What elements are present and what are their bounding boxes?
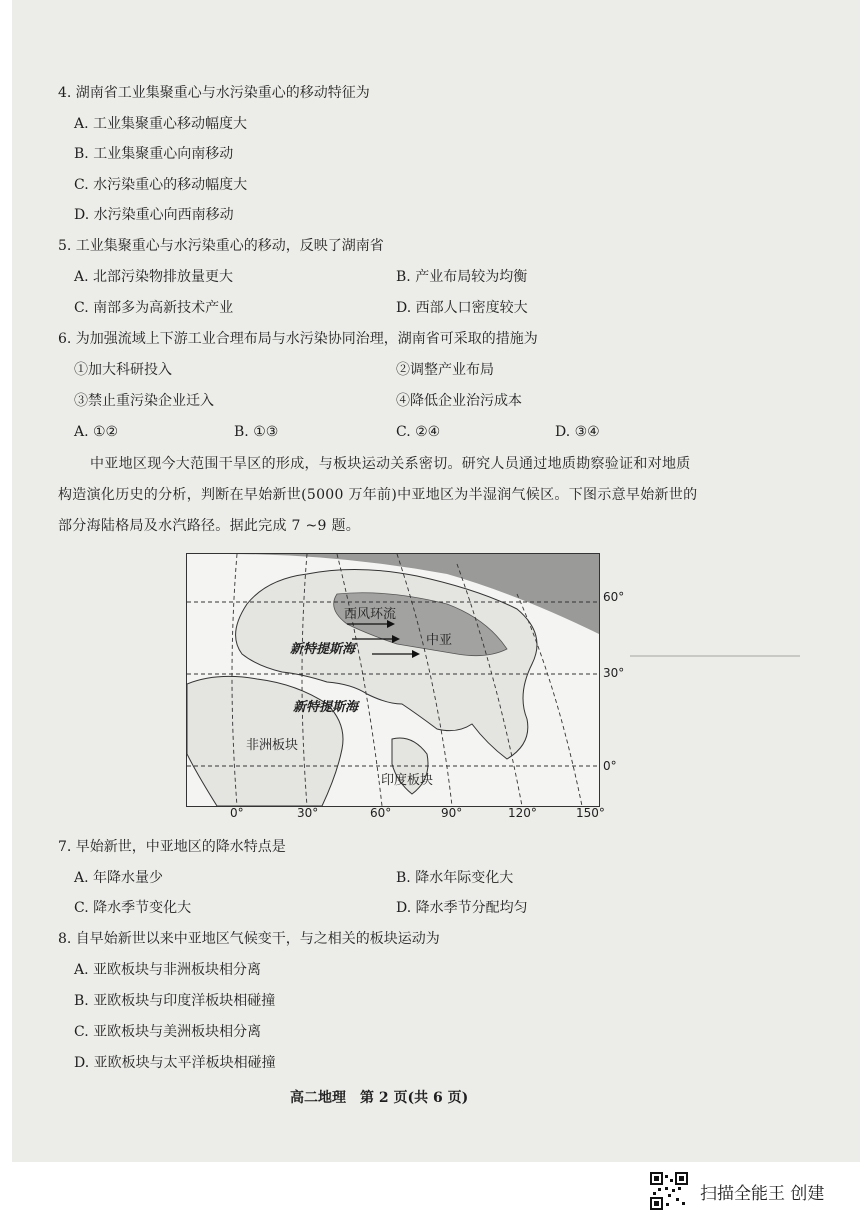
lat-label-60: 60° (603, 590, 625, 604)
q8-option-d: D. 亚欧板块与太平洋板块相碰撞 (74, 1055, 276, 1071)
q6-item-3: ③禁止重污染企业迁入 (74, 393, 214, 409)
lon-label-30: 30° (297, 806, 319, 820)
question-6-stem: 6. 为加强流域上下游工业合理布局与水污染协同治理，湖南省可采取的措施为 (58, 331, 538, 347)
q7-option-c: C. 降水季节变化大 (74, 900, 192, 916)
q8-option-a: A. 亚欧板块与非洲板块相分离 (74, 962, 262, 978)
question-5-stem: 5. 工业集聚重心与水污染重心的移动，反映了湖南省 (58, 238, 384, 254)
q5-option-c: C. 南部多为高新技术产业 (74, 300, 234, 316)
lat-label-30: 30° (603, 666, 625, 680)
passage-line-1: 中亚地区现今大范围干旱区的形成，与板块运动关系密切。研究人员通过地质勘察验证和对地质 (90, 456, 691, 472)
page-footer: 高二地理 第 2 页(共 6 页) (290, 1090, 469, 1106)
passage-line-3: 部分海陆格局及水汽路径。据此完成 7 ~9 题。 (58, 518, 361, 534)
watermark-text: 扫描全能王 创建 (700, 1183, 825, 1204)
q5-option-b: B. 产业布局较为均衡 (396, 269, 528, 285)
map-label-neo-tethys: 新特提斯海 (293, 700, 359, 715)
lon-label-60: 60° (370, 806, 392, 820)
lon-label-90: 90° (441, 806, 463, 820)
q6-option-d: D. ③④ (555, 424, 600, 440)
q4-option-b: B. 工业集聚重心向南移动 (74, 146, 234, 162)
q4-option-a: A. 工业集聚重心移动幅度大 (74, 116, 248, 132)
lat-label-0: 0° (603, 759, 617, 773)
q5-option-a: A. 北部污染物排放量更大 (74, 269, 234, 285)
passage-line-2: 构造演化历史的分析，判断在早始新世(5000 万年前)中亚地区为半湿润气候区。下图示意早始新世的 (58, 487, 698, 503)
q5-option-d: D. 西部人口密度较大 (396, 300, 528, 316)
scanner-watermark (650, 1172, 824, 1210)
map-label-neo-tethys-old: 新特提斯海 (290, 642, 356, 657)
q6-item-4: ④降低企业治污成本 (396, 393, 522, 409)
q7-option-a: A. 年降水量少 (74, 870, 164, 886)
q8-option-c: C. 亚欧板块与美洲板块相分离 (74, 1024, 262, 1040)
question-7-stem: 7. 早始新世，中亚地区的降水特点是 (58, 839, 286, 855)
q6-option-a: A. ①② (74, 424, 119, 440)
question-4-stem: 4. 湖南省工业集聚重心与水污染重心的移动特征为 (58, 85, 370, 101)
qr-code-icon (650, 1172, 688, 1210)
q6-option-c: C. ②④ (396, 424, 441, 440)
lon-label-150: 150° (576, 806, 605, 820)
q7-option-b: B. 降水年际变化大 (396, 870, 514, 886)
map-label-central-asia: 中亚 (426, 633, 453, 648)
map-label-india-plate: 印度板块 (381, 773, 434, 788)
q8-option-b: B. 亚欧板块与印度洋板块相碰撞 (74, 993, 276, 1009)
paper-crease (630, 655, 800, 657)
lon-label-0: 0° (230, 806, 244, 820)
map-label-africa-plate: 非洲板块 (246, 738, 299, 753)
map-label-westerlies: 西风环流 (344, 607, 397, 622)
q7-option-d: D. 降水季节分配均匀 (396, 900, 528, 916)
question-8-stem: 8. 自早始新世以来中亚地区气候变干，与之相关的板块运动为 (58, 931, 440, 947)
q6-item-1: ①加大科研投入 (74, 362, 172, 378)
q4-option-d: D. 水污染重心向西南移动 (74, 207, 234, 223)
lon-label-120: 120° (508, 806, 537, 820)
q6-item-2: ②调整产业布局 (396, 362, 494, 378)
q6-option-b: B. ①③ (234, 424, 279, 440)
q4-option-c: C. 水污染重心的移动幅度大 (74, 177, 248, 193)
